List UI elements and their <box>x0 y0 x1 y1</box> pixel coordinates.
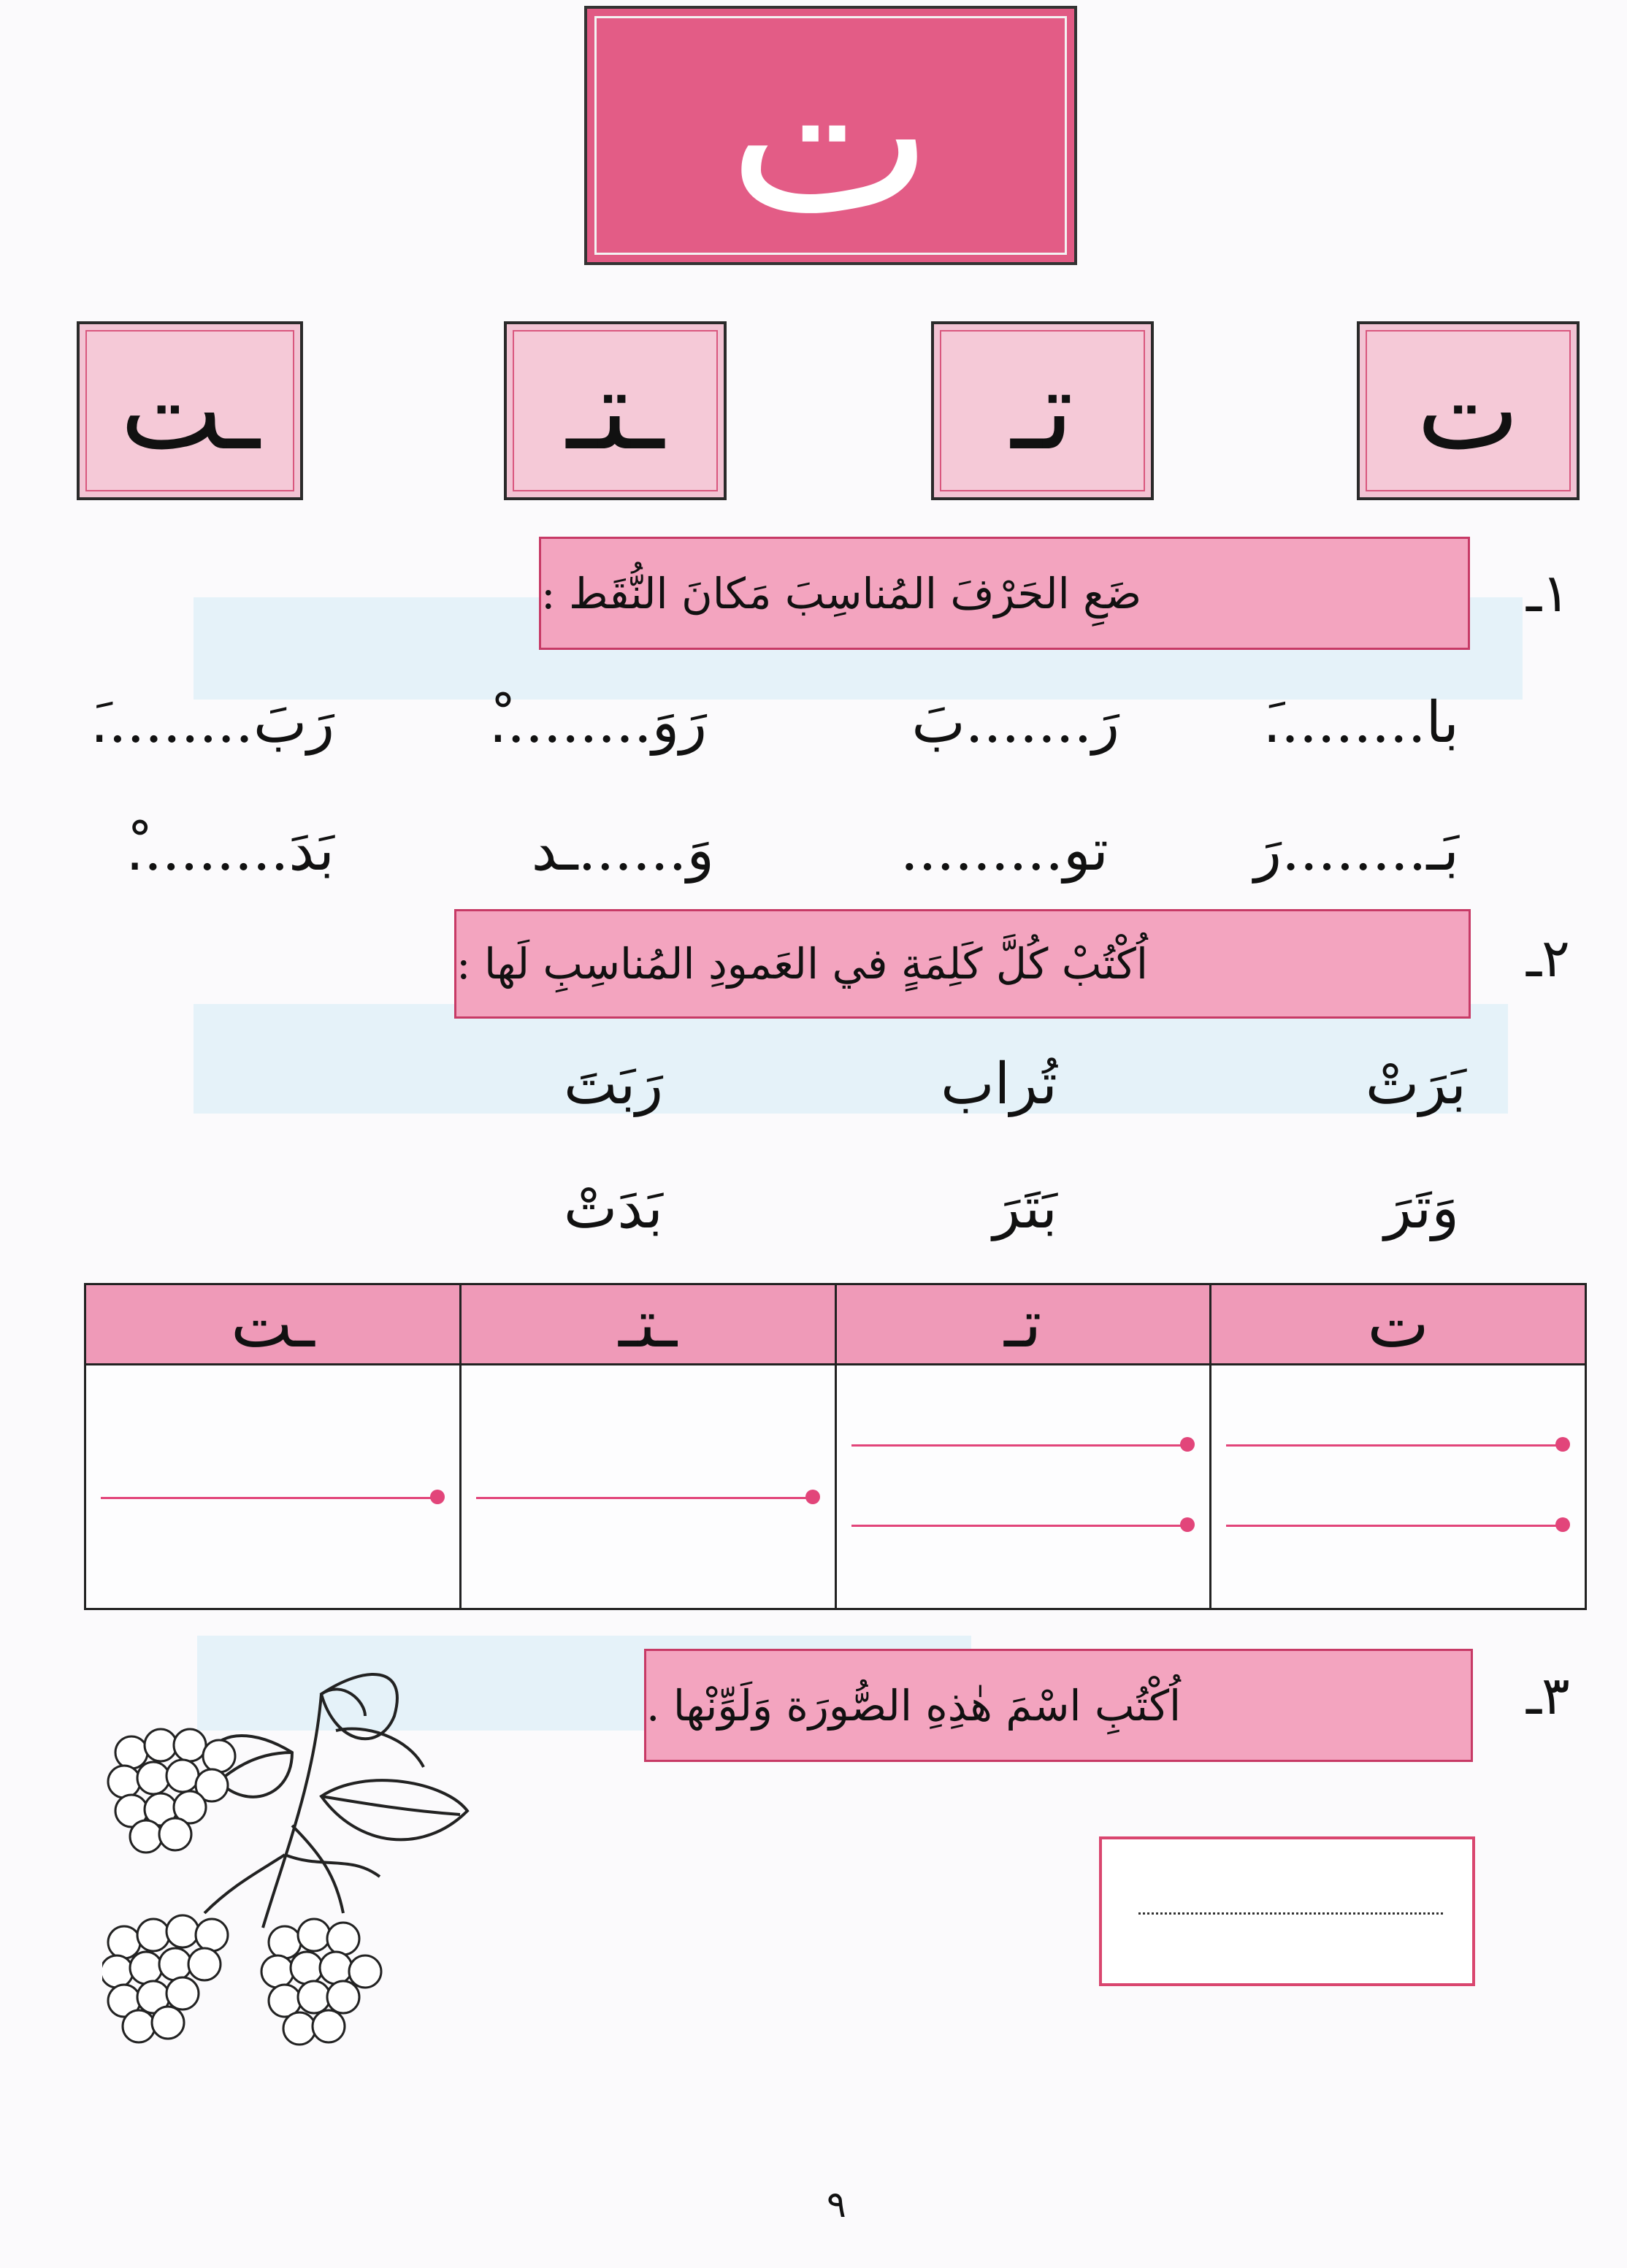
column-header: ت <box>1211 1284 1586 1365</box>
ex1-word: با.........َ <box>1263 690 1459 756</box>
answer-cell-medial[interactable] <box>460 1365 835 1609</box>
ex2-word: رَبَتَ <box>564 1051 663 1117</box>
exercise2-instruction-banner <box>454 909 1471 1019</box>
bleed-through-band <box>194 1004 1508 1114</box>
ex1-word: تو......... <box>900 818 1109 884</box>
picture-name-answer-box[interactable] <box>1099 1836 1475 1986</box>
ex2-word: وَتَرَ <box>1384 1176 1459 1241</box>
letter-form-final: ـت <box>77 321 303 500</box>
ex2-word: بَرَتْ <box>1365 1051 1466 1117</box>
letter-position-table <box>84 1283 1587 1610</box>
ex1-word: بَدَ.........ْ <box>126 818 334 884</box>
ex1-word: رَ.......بَ <box>911 690 1119 756</box>
exercise1-number: ١ـ <box>1526 562 1570 624</box>
ex1-word: رَوَ.........ْ <box>489 690 707 756</box>
ex1-word: وَ......ـد <box>531 818 714 884</box>
answer-cell-isolated[interactable] <box>1211 1365 1586 1609</box>
ex2-word: بَدَتْ <box>563 1176 663 1241</box>
page-number: ٩ <box>827 2183 846 2226</box>
exercise3-instruction: اُكْتُبِ اسْمَ هٰذِهِ الصُّورَة وَلَوِّنْها . <box>646 1680 1182 1731</box>
exercise1-instruction-banner <box>539 537 1470 650</box>
ex1-word: بَـ........رَ <box>1254 818 1459 884</box>
exercise1-instruction: ضَعِ الحَرْفَ المُناسِبَ مَكانَ النُّقَط : <box>541 568 1142 618</box>
exercise3-instruction-banner <box>644 1649 1473 1762</box>
exercise2-number: ٢ـ <box>1526 927 1570 989</box>
blackberry-illustration <box>102 1636 482 2074</box>
exercise3-number: ٣ـ <box>1526 1665 1570 1726</box>
main-letter-box <box>584 6 1077 265</box>
answer-cell-initial[interactable] <box>835 1365 1211 1609</box>
main-letter: ت <box>727 7 934 263</box>
column-header: ـت <box>85 1284 461 1365</box>
column-header: تـ <box>835 1284 1211 1365</box>
ex1-word: رَبَ.........َ <box>90 690 334 756</box>
letter-form-isolated: ت <box>1357 321 1580 500</box>
exercise2-instruction: اُكْتُبْ كُلَّ كَلِمَةٍ في العَمودِ المُناسِبِ لَها : <box>456 939 1149 989</box>
answer-cell-final[interactable] <box>85 1365 461 1609</box>
column-header: ـتـ <box>460 1284 835 1365</box>
letter-form-medial: ـتـ <box>504 321 727 500</box>
letter-form-initial: تـ <box>931 321 1154 500</box>
ex2-word: بَتَرَ <box>992 1176 1057 1241</box>
ex2-word: تُراب <box>941 1051 1057 1117</box>
